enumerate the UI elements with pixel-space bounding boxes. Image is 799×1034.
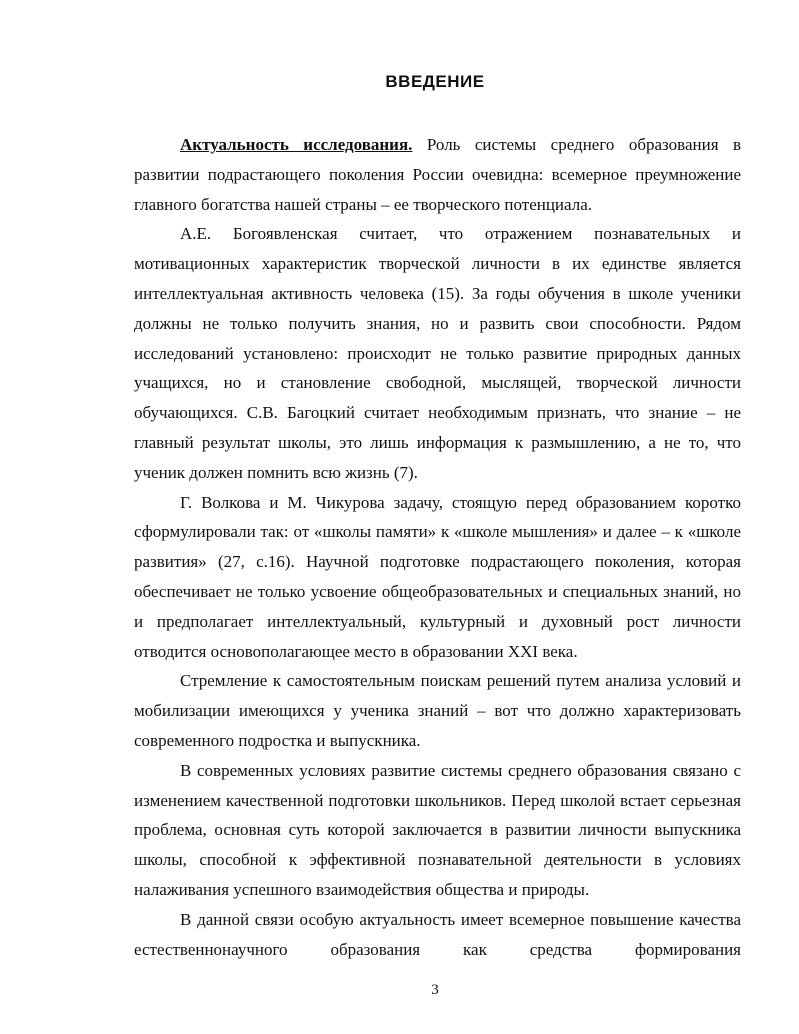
paragraph-relevance xyxy=(134,130,741,219)
paragraph-bogoyavlenskaya: А.Е. Богоявленская считает, что отражением познавательных и мотивационных характеристик творческой личности в их единстве является интеллектуальная активность человека (15). За годы обучения в школе ученики должны не только получить знания, но и развить свои способности. Рядом исследований установлено: происходит не только развитие природных данных учащихся, но и становление свободной, мыслящей, творческой личности обучающихся. С.В. Багоцкий считает необходимым признать, что знание – не главный результат школы, это лишь информация к размышлению, а не то, что ученик должен помнить всю жизнь (7). xyxy=(134,224,741,482)
paragraph-text: Роль системы среднего образования в развитии подрастающего поколения России очевидна: всемерное преумножение главного богатства нашей страны – ее творческого потенциала. xyxy=(134,135,741,214)
body-text xyxy=(134,130,741,964)
paragraph-natural-science: В данной связи особую актуальность имеет всемерное повышение качества естественнонаучного образования как средства формирования xyxy=(134,909,741,959)
paragraph-volkova: Г. Волкова и М. Чикурова задачу, стоящую перед образованием коротко сформулировали так: от «школы памяти» к «школе мышления» и далее – к «школе развития» (27, с.16). Научной подготовке подрастающего поколения, которая обеспечивает не только усвоение общеобразовательных и специальных знаний, но и предполагает интеллектуальный, культурный и духовный рост личности отводится основополагающее место в образовании XXI века. xyxy=(134,492,741,661)
paragraph-self-search: Стремление к самостоятельным поискам решений путем анализа условий и мобилизации имеющихся у ученика знаний – вот что должно характеризовать современного подростка и выпускника. xyxy=(134,671,741,750)
page-title: ВВЕДЕНИЕ xyxy=(385,72,485,91)
page-number: 3 xyxy=(431,982,439,998)
relevance-heading: Актуальность исследования. xyxy=(180,135,413,154)
paragraph-modern-conditions: В современных условиях развитие системы среднего образования связано с изменением качественной подготовки школьников. Перед школой встает серьезная проблема, основная суть которой заключается в развитии личности выпускника школы, способной к эффективной познавательной деятельности в условиях налаживания успешного взаимодействия общества и природы. xyxy=(134,760,741,899)
